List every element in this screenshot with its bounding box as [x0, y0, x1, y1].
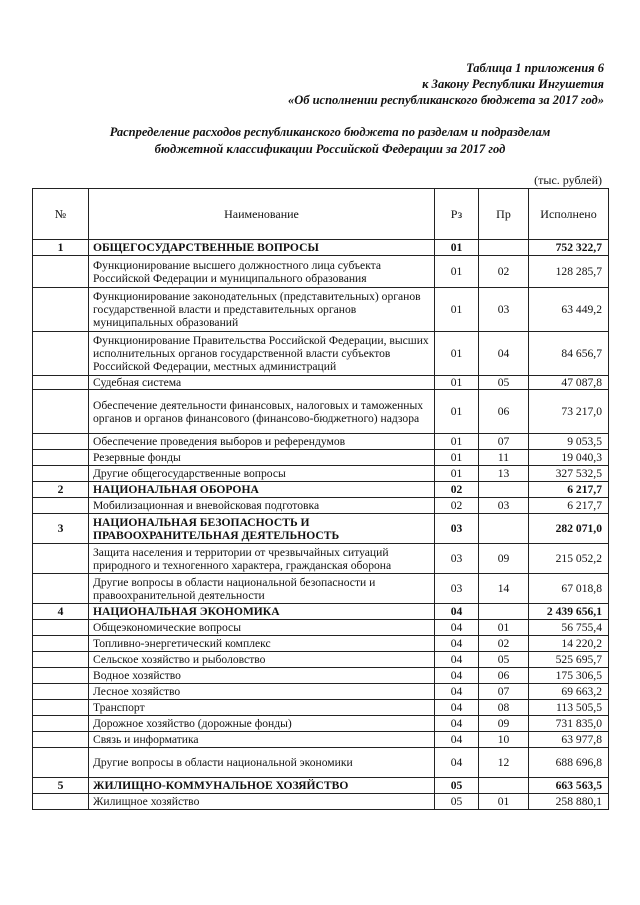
row-name-cell: Общеэкономические вопросы — [89, 620, 435, 636]
row-rz-cell: 03 — [435, 544, 479, 574]
row-executed-cell: 113 505,5 — [529, 700, 609, 716]
row-pr-cell: 02 — [479, 256, 529, 288]
row-pr-cell — [479, 482, 529, 498]
column-header-rz: Рз — [435, 189, 479, 240]
row-pr-cell: 06 — [479, 390, 529, 434]
row-rz-cell: 03 — [435, 514, 479, 544]
row-name-cell: Другие вопросы в области национальной безопасности и правоохранительной деятельности — [89, 574, 435, 604]
row-pr-cell: 02 — [479, 636, 529, 652]
row-pr-cell: 06 — [479, 668, 529, 684]
table-row — [33, 390, 609, 434]
row-rz-cell: 01 — [435, 256, 479, 288]
row-rz-cell: 04 — [435, 668, 479, 684]
row-pr-cell: 08 — [479, 700, 529, 716]
row-executed-cell: 258 880,1 — [529, 794, 609, 810]
row-name-cell: Обеспечение проведения выборов и референдумов — [89, 434, 435, 450]
table-row — [33, 498, 609, 514]
row-rz-cell: 01 — [435, 288, 479, 332]
row-name-cell: Топливно-энергетический комплекс — [89, 636, 435, 652]
column-header-executed: Исполнено — [529, 189, 609, 240]
row-name-cell: ОБЩЕГОСУДАРСТВЕННЫЕ ВОПРОСЫ — [89, 240, 435, 256]
row-executed-cell: 6 217,7 — [529, 498, 609, 514]
row-number-cell: 2 — [33, 482, 89, 498]
table-row — [33, 652, 609, 668]
row-name-cell: Функционирование законодательных (представительных) органов государственной власти и представительных органов муниципальных образований — [89, 288, 435, 332]
row-number-cell: 5 — [33, 778, 89, 794]
column-header-number: № — [33, 189, 89, 240]
row-pr-cell: 11 — [479, 450, 529, 466]
row-name-cell: Функционирование Правительства Российской Федерации, высших исполнительных органов государственной власти субъектов Российской Федерации, местных администраций — [89, 332, 435, 376]
table-body — [33, 240, 609, 810]
table-row — [33, 288, 609, 332]
row-executed-cell: 67 018,8 — [529, 574, 609, 604]
column-header-pr: Пр — [479, 189, 529, 240]
table-row — [33, 434, 609, 450]
row-number-cell — [33, 620, 89, 636]
table-row — [33, 574, 609, 604]
row-pr-cell: 03 — [479, 288, 529, 332]
section-row — [33, 240, 609, 256]
row-number-cell — [33, 256, 89, 288]
row-rz-cell: 04 — [435, 620, 479, 636]
row-number-cell — [33, 732, 89, 748]
row-name-cell: Мобилизационная и вневойсковая подготовка — [89, 498, 435, 514]
row-rz-cell: 04 — [435, 652, 479, 668]
table-row — [33, 684, 609, 700]
row-number-cell — [33, 716, 89, 732]
row-executed-cell: 215 052,2 — [529, 544, 609, 574]
row-number-cell — [33, 636, 89, 652]
row-pr-cell: 05 — [479, 652, 529, 668]
row-name-cell: Сельское хозяйство и рыболовство — [89, 652, 435, 668]
units-note: (тыс. рублей) — [534, 173, 602, 187]
row-executed-cell: 63 977,8 — [529, 732, 609, 748]
row-number-cell — [33, 544, 89, 574]
table-row — [33, 256, 609, 288]
row-number-cell — [33, 376, 89, 390]
row-name-cell: Связь и информатика — [89, 732, 435, 748]
document-title-line-2: бюджетной классификации Российской Федерации за 2017 год — [154, 142, 506, 156]
row-name-cell: НАЦИОНАЛЬНАЯ ЭКОНОМИКА — [89, 604, 435, 620]
table-row — [33, 748, 609, 778]
row-number-cell: 3 — [33, 514, 89, 544]
column-header-name: Наименование — [89, 189, 435, 240]
row-pr-cell — [479, 778, 529, 794]
row-name-cell: Лесное хозяйство — [89, 684, 435, 700]
table-row — [33, 466, 609, 482]
row-name-cell: Дорожное хозяйство (дорожные фонды) — [89, 716, 435, 732]
section-row — [33, 514, 609, 544]
row-number-cell — [33, 668, 89, 684]
row-rz-cell: 04 — [435, 684, 479, 700]
row-rz-cell: 04 — [435, 716, 479, 732]
row-rz-cell: 01 — [435, 240, 479, 256]
row-name-cell: Резервные фонды — [89, 450, 435, 466]
row-rz-cell: 04 — [435, 748, 479, 778]
row-pr-cell: 12 — [479, 748, 529, 778]
row-executed-cell: 14 220,2 — [529, 636, 609, 652]
document-title-line-1: Распределение расходов республиканского бюджета по разделам и подразделам — [109, 125, 551, 139]
row-pr-cell: 04 — [479, 332, 529, 376]
row-executed-cell: 63 449,2 — [529, 288, 609, 332]
row-number-cell — [33, 684, 89, 700]
row-executed-cell: 525 695,7 — [529, 652, 609, 668]
row-pr-cell: 05 — [479, 376, 529, 390]
row-pr-cell: 09 — [479, 716, 529, 732]
row-rz-cell: 01 — [435, 332, 479, 376]
row-pr-cell — [479, 240, 529, 256]
row-executed-cell: 731 835,0 — [529, 716, 609, 732]
row-rz-cell: 01 — [435, 376, 479, 390]
row-number-cell — [33, 498, 89, 514]
row-number-cell — [33, 700, 89, 716]
row-name-cell: НАЦИОНАЛЬНАЯ ОБОРОНА — [89, 482, 435, 498]
appendix-header — [288, 60, 604, 108]
row-name-cell: Транспорт — [89, 700, 435, 716]
row-number-cell — [33, 652, 89, 668]
table-row — [33, 668, 609, 684]
row-number-cell — [33, 748, 89, 778]
row-pr-cell: 07 — [479, 434, 529, 450]
row-pr-cell: 10 — [479, 732, 529, 748]
row-number-cell — [33, 434, 89, 450]
table-row — [33, 732, 609, 748]
row-name-cell: Судебная система — [89, 376, 435, 390]
row-number-cell — [33, 794, 89, 810]
row-pr-cell — [479, 514, 529, 544]
row-pr-cell: 03 — [479, 498, 529, 514]
row-rz-cell: 01 — [435, 450, 479, 466]
row-executed-cell: 128 285,7 — [529, 256, 609, 288]
row-pr-cell: 09 — [479, 544, 529, 574]
row-executed-cell: 56 755,4 — [529, 620, 609, 636]
row-pr-cell: 01 — [479, 794, 529, 810]
table-row — [33, 636, 609, 652]
row-number-cell — [33, 466, 89, 482]
row-executed-cell: 19 040,3 — [529, 450, 609, 466]
section-row — [33, 482, 609, 498]
expenditure-table — [32, 188, 609, 810]
row-executed-cell: 9 053,5 — [529, 434, 609, 450]
row-executed-cell: 752 322,7 — [529, 240, 609, 256]
appendix-header-line-2: к Закону Республики Ингушетия — [422, 77, 604, 91]
section-row — [33, 778, 609, 794]
row-rz-cell: 02 — [435, 498, 479, 514]
row-number-cell — [33, 450, 89, 466]
row-rz-cell: 01 — [435, 390, 479, 434]
table-row — [33, 450, 609, 466]
row-rz-cell: 02 — [435, 482, 479, 498]
row-name-cell: Обеспечение деятельности финансовых, налоговых и таможенных органов и органов финансового (финансово-бюджетного) надзора — [89, 390, 435, 434]
row-executed-cell: 84 656,7 — [529, 332, 609, 376]
row-number-cell — [33, 332, 89, 376]
row-name-cell: Жилищное хозяйство — [89, 794, 435, 810]
row-name-cell: Другие общегосударственные вопросы — [89, 466, 435, 482]
row-executed-cell: 47 087,8 — [529, 376, 609, 390]
row-executed-cell: 69 663,2 — [529, 684, 609, 700]
table-row — [33, 544, 609, 574]
row-rz-cell: 04 — [435, 732, 479, 748]
row-executed-cell: 688 696,8 — [529, 748, 609, 778]
table-row — [33, 716, 609, 732]
row-rz-cell: 03 — [435, 574, 479, 604]
row-number-cell: 4 — [33, 604, 89, 620]
row-rz-cell: 04 — [435, 604, 479, 620]
row-number-cell — [33, 288, 89, 332]
table-row — [33, 794, 609, 810]
row-rz-cell: 01 — [435, 466, 479, 482]
row-pr-cell: 07 — [479, 684, 529, 700]
row-pr-cell: 14 — [479, 574, 529, 604]
row-rz-cell: 05 — [435, 794, 479, 810]
appendix-header-line-1: Таблица 1 приложения 6 — [466, 61, 604, 75]
section-row — [33, 604, 609, 620]
row-name-cell: Другие вопросы в области национальной экономики — [89, 748, 435, 778]
row-executed-cell: 6 217,7 — [529, 482, 609, 498]
table-header-row — [33, 189, 609, 240]
row-rz-cell: 04 — [435, 636, 479, 652]
row-pr-cell: 13 — [479, 466, 529, 482]
row-executed-cell: 282 071,0 — [529, 514, 609, 544]
row-pr-cell — [479, 604, 529, 620]
row-pr-cell: 01 — [479, 620, 529, 636]
table-row — [33, 376, 609, 390]
row-rz-cell: 04 — [435, 700, 479, 716]
row-executed-cell: 327 532,5 — [529, 466, 609, 482]
row-name-cell: Водное хозяйство — [89, 668, 435, 684]
row-name-cell: Функционирование высшего должностного лица субъекта Российской Федерации и муниципального образования — [89, 256, 435, 288]
row-name-cell: ЖИЛИЩНО-КОММУНАЛЬНОЕ ХОЗЯЙСТВО — [89, 778, 435, 794]
row-number-cell — [33, 574, 89, 604]
row-name-cell: Защита населения и территории от чрезвычайных ситуаций природного и техногенного характера, гражданская оборона — [89, 544, 435, 574]
table-row — [33, 332, 609, 376]
row-executed-cell: 175 306,5 — [529, 668, 609, 684]
row-rz-cell: 05 — [435, 778, 479, 794]
row-executed-cell: 663 563,5 — [529, 778, 609, 794]
table-row — [33, 620, 609, 636]
row-rz-cell: 01 — [435, 434, 479, 450]
appendix-header-line-3: «Об исполнении республиканского бюджета за 2017 год» — [287, 93, 604, 107]
table-row — [33, 700, 609, 716]
row-executed-cell: 73 217,0 — [529, 390, 609, 434]
document-title — [60, 124, 600, 158]
row-number-cell — [33, 390, 89, 434]
row-executed-cell: 2 439 656,1 — [529, 604, 609, 620]
row-name-cell: НАЦИОНАЛЬНАЯ БЕЗОПАСНОСТЬ И ПРАВООХРАНИТЕЛЬНАЯ ДЕЯТЕЛЬНОСТЬ — [89, 514, 435, 544]
row-number-cell: 1 — [33, 240, 89, 256]
